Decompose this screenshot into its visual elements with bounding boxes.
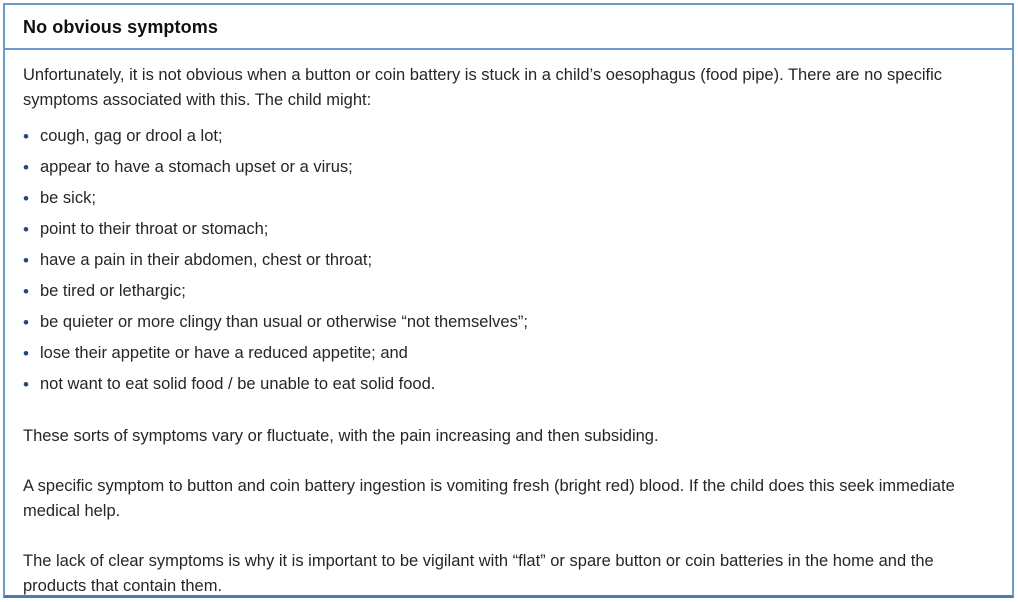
symptoms-list (23, 124, 994, 397)
list-item-text: have a pain in their abdomen, chest or throat; (40, 251, 373, 269)
box-body (5, 50, 1012, 599)
bullet-icon: • (23, 282, 29, 301)
list-item (23, 310, 994, 335)
list-item-text: lose their appetite or have a reduced appetite; and (40, 344, 408, 362)
list-item (23, 124, 994, 149)
bullet-icon: • (23, 158, 29, 177)
list-item-text: cough, gag or drool a lot; (40, 127, 223, 145)
list-item (23, 248, 994, 273)
bullet-icon: • (23, 251, 29, 270)
list-item-text: point to their throat or stomach; (40, 220, 269, 238)
bullet-icon: • (23, 127, 29, 146)
list-item-text: not want to eat solid food / be unable to eat solid food. (40, 375, 436, 393)
list-item-text: be quieter or more clingy than usual or otherwise “not themselves”; (40, 313, 528, 331)
list-item (23, 279, 994, 304)
paragraph-vigilance: The lack of clear symptoms is why it is important to be vigilant with “flat” or spare button or coin batteries in the home and the products that contain them. (23, 552, 934, 595)
list-item-text: be sick; (40, 189, 96, 207)
intro-paragraph: Unfortunately, it is not obvious when a button or coin battery is stuck in a child’s oesophagus (food pipe). There are no specific symptoms associated with this. The child might: (23, 66, 943, 109)
info-box (3, 3, 1014, 598)
paragraph-specific-symptom: A specific symptom to button and coin battery ingestion is vomiting fresh (bright red) blood. If the child does this seek immediate medical help. (23, 477, 955, 520)
list-item (23, 155, 994, 180)
list-item (23, 341, 994, 366)
box-title: No obvious symptoms (5, 5, 1012, 50)
paragraph-fluctuate: These sorts of symptoms vary or fluctuate, with the pain increasing and then subsiding. (23, 427, 659, 445)
list-item-text: be tired or lethargic; (40, 282, 186, 300)
bullet-icon: • (23, 220, 29, 239)
bullet-icon: • (23, 189, 29, 208)
bullet-icon: • (23, 344, 29, 363)
list-item (23, 186, 994, 211)
list-item (23, 217, 994, 242)
bullet-icon: • (23, 313, 29, 332)
bullet-icon: • (23, 375, 29, 394)
list-item-text: appear to have a stomach upset or a virus; (40, 158, 353, 176)
list-item (23, 372, 994, 397)
